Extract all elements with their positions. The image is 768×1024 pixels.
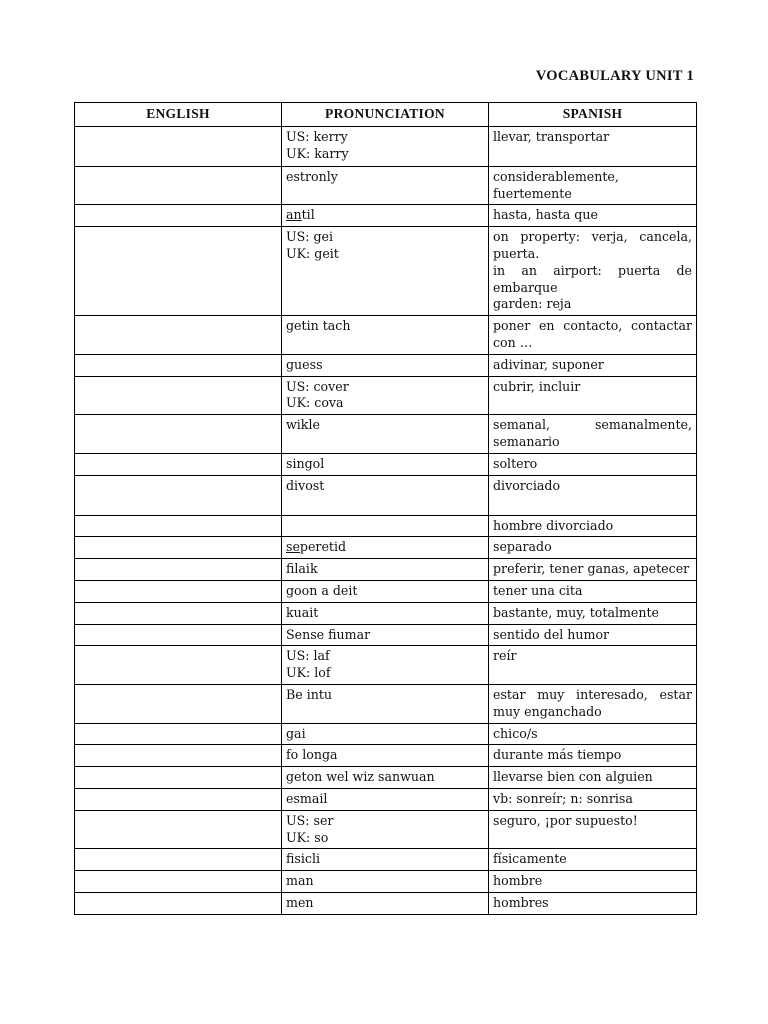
pronunciation-line: fo longa: [286, 747, 338, 763]
english-cell: [75, 745, 282, 767]
pronunciation-cell: [282, 788, 489, 810]
pronunciation-line: fisicli: [286, 851, 320, 867]
table-body: [75, 126, 697, 914]
document-title: VOCABULARY UNIT 1: [535, 68, 694, 84]
english-cell: [75, 646, 282, 685]
spanish-cell: [489, 580, 697, 602]
table-row: [75, 871, 697, 893]
pronunciation-line: guess: [286, 356, 323, 372]
spanish-cell: [489, 316, 697, 355]
english-cell: [75, 580, 282, 602]
pronunciation-cell: [282, 166, 489, 205]
table-row: [75, 810, 697, 849]
spanish-cell: [489, 537, 697, 559]
spanish-cell: [489, 376, 697, 415]
spanish-cell: [489, 684, 697, 723]
spanish-line: hombres: [493, 894, 549, 910]
spanish-cell: [489, 515, 697, 537]
pronunciation-line: UK: geit: [286, 245, 339, 261]
pronunciation-line: US: cover: [286, 378, 349, 394]
pronunciation-line: UK: lof: [286, 665, 331, 681]
english-cell: [75, 810, 282, 849]
pronunciation-cell: [282, 849, 489, 871]
table-row: [75, 602, 697, 624]
spanish-line: tener una cita: [493, 582, 583, 598]
pronunciation-cell: [282, 871, 489, 893]
spanish-line: considerablemente, fuertemente: [493, 168, 619, 201]
english-cell: [75, 767, 282, 789]
spanish-cell: [489, 475, 697, 515]
english-cell: [75, 892, 282, 914]
spanish-line: garden: reja: [493, 296, 572, 312]
header-english: ENGLISH: [75, 103, 282, 127]
spanish-line: on property: verja, cancela, puerta.: [493, 229, 692, 261]
table-row: [75, 227, 697, 316]
english-cell: [75, 871, 282, 893]
table-row: [75, 849, 697, 871]
spanish-cell: [489, 871, 697, 893]
table-row: [75, 537, 697, 559]
pronunciation-cell: [282, 745, 489, 767]
english-cell: [75, 316, 282, 355]
spanish-line: preferir, tener ganas, apetecer: [493, 561, 690, 577]
english-cell: [75, 126, 282, 166]
pronunciation-cell: [282, 767, 489, 789]
spanish-line: bastante, muy, totalmente: [493, 604, 659, 620]
pronunciation-cell: [282, 892, 489, 914]
pronunciation-line: UK: cova: [286, 395, 344, 411]
pronunciation-cell: [282, 475, 489, 515]
english-cell: [75, 849, 282, 871]
pronunciation-line: estronly: [286, 168, 338, 184]
english-cell: [75, 227, 282, 316]
pronunciation-line: kuait: [286, 604, 319, 620]
pronunciation-line: UK: so: [286, 829, 329, 845]
english-cell: [75, 537, 282, 559]
header-pronunciation: PRONUNCIATION: [282, 103, 489, 127]
spanish-cell: [489, 227, 697, 316]
table-row: [75, 166, 697, 205]
spanish-cell: [489, 745, 697, 767]
spanish-line: cubrir, incluir: [493, 378, 581, 394]
spanish-cell: [489, 415, 697, 454]
pronunciation-cell: [282, 376, 489, 415]
vocabulary-table: [74, 102, 697, 915]
pronunciation-line: divost: [286, 477, 325, 493]
pronunciation-line: man: [286, 873, 314, 889]
spanish-line: divorciado: [493, 477, 561, 493]
table-row: [75, 745, 697, 767]
table-row: [75, 354, 697, 376]
pronunciation-segment: an: [286, 207, 302, 223]
pronunciation-line: geton wel wiz sanwuan: [286, 769, 435, 785]
english-cell: [75, 723, 282, 745]
pronunciation-line: Be intu: [286, 686, 333, 702]
spanish-cell: [489, 892, 697, 914]
spanish-line: hombre divorciado: [493, 517, 614, 533]
english-cell: [75, 788, 282, 810]
pronunciation-line: goon a deit: [286, 582, 358, 598]
pronunciation-cell: [282, 646, 489, 685]
english-cell: [75, 515, 282, 537]
table-row: [75, 788, 697, 810]
table-row: [75, 475, 697, 515]
pronunciation-line: US: kerry: [286, 128, 348, 144]
spanish-cell: [489, 166, 697, 205]
spanish-line: físicamente: [493, 851, 567, 867]
spanish-line: separado: [493, 539, 552, 555]
spanish-line: in an airport: puerta de embarque: [493, 262, 692, 295]
pronunciation-line: US: gei: [286, 229, 334, 245]
pronunciation-line: esmail: [286, 790, 328, 806]
table-header: [75, 103, 697, 127]
spanish-line: soltero: [493, 455, 538, 471]
table-row: [75, 205, 697, 227]
table-row: [75, 646, 697, 685]
spanish-cell: [489, 810, 697, 849]
spanish-line: llevarse bien con alguien: [493, 769, 653, 785]
english-cell: [75, 354, 282, 376]
pronunciation-line: getin tach: [286, 318, 351, 334]
spanish-cell: [489, 602, 697, 624]
table-row: [75, 376, 697, 415]
spanish-cell: [489, 126, 697, 166]
spanish-line: poner en contacto, contactar con …: [493, 318, 692, 350]
spanish-cell: [489, 624, 697, 646]
spanish-line: estar muy interesado, estar muy enganchado: [493, 686, 692, 719]
spanish-cell: [489, 646, 697, 685]
spanish-cell: [489, 205, 697, 227]
pronunciation-line: filaik: [286, 561, 318, 577]
pronunciation-cell: [282, 723, 489, 745]
spanish-line: durante más tiempo: [493, 747, 622, 763]
spanish-line: vb: sonreír; n: sonrisa: [493, 790, 633, 806]
spanish-line: hombre: [493, 873, 543, 889]
table-row: [75, 453, 697, 475]
table-row: [75, 892, 697, 914]
table-row: [75, 316, 697, 355]
english-cell: [75, 166, 282, 205]
pronunciation-line: wikle: [286, 417, 320, 433]
spanish-line: chico/s: [493, 725, 538, 741]
english-cell: [75, 624, 282, 646]
pronunciation-cell: [282, 227, 489, 316]
english-cell: [75, 559, 282, 581]
pronunciation-segment: peretid: [299, 539, 347, 555]
pronunciation-segment: se: [286, 539, 300, 555]
pronunciation-segment: til: [301, 207, 315, 223]
table-row: [75, 580, 697, 602]
header-spanish: SPANISH: [489, 103, 697, 127]
pronunciation-line: gai: [286, 725, 306, 741]
spanish-cell: [489, 767, 697, 789]
pronunciation-cell: [282, 354, 489, 376]
spanish-line: hasta, hasta que: [493, 207, 598, 223]
pronunciation-cell: [282, 580, 489, 602]
spanish-line: reír: [493, 648, 517, 664]
table-row: [75, 723, 697, 745]
english-cell: [75, 475, 282, 515]
table-row: [75, 415, 697, 454]
spanish-cell: [489, 723, 697, 745]
pronunciation-line: US: laf: [286, 648, 330, 664]
english-cell: [75, 205, 282, 227]
table-row: [75, 515, 697, 537]
pronunciation-line: Sense fiumar: [286, 626, 371, 642]
pronunciation-line: UK: karry: [286, 145, 349, 161]
spanish-cell: [489, 788, 697, 810]
header-row: [75, 103, 697, 127]
pronunciation-cell: [282, 415, 489, 454]
pronunciation-cell: [282, 810, 489, 849]
spanish-cell: [489, 849, 697, 871]
spanish-line: llevar, transportar: [493, 128, 610, 144]
spanish-cell: [489, 453, 697, 475]
pronunciation-cell: [282, 684, 489, 723]
pronunciation-cell: [282, 602, 489, 624]
english-cell: [75, 602, 282, 624]
pronunciation-cell: [282, 624, 489, 646]
pronunciation-cell: [282, 515, 489, 537]
pronunciation-cell: [282, 453, 489, 475]
pronunciation-cell: [282, 559, 489, 581]
spanish-line: seguro, ¡por supuesto!: [493, 812, 638, 828]
english-cell: [75, 415, 282, 454]
english-cell: [75, 684, 282, 723]
english-cell: [75, 376, 282, 415]
table-row: [75, 684, 697, 723]
pronunciation-cell: [282, 126, 489, 166]
pronunciation-line: men: [286, 894, 314, 910]
table-row: [75, 126, 697, 166]
spanish-line: semanal, semanalmente, semanario: [493, 417, 692, 449]
table-row: [75, 624, 697, 646]
spanish-line: adivinar, suponer: [493, 356, 604, 372]
pronunciation-cell: [282, 316, 489, 355]
pronunciation-cell: [282, 537, 489, 559]
pronunciation-line: singol: [286, 455, 325, 471]
table-row: [75, 559, 697, 581]
spanish-cell: [489, 354, 697, 376]
pronunciation-cell: [282, 205, 489, 227]
spanish-line: sentido del humor: [493, 626, 610, 642]
table-row: [75, 767, 697, 789]
spanish-cell: [489, 559, 697, 581]
english-cell: [75, 453, 282, 475]
pronunciation-line: US: ser: [286, 812, 334, 828]
